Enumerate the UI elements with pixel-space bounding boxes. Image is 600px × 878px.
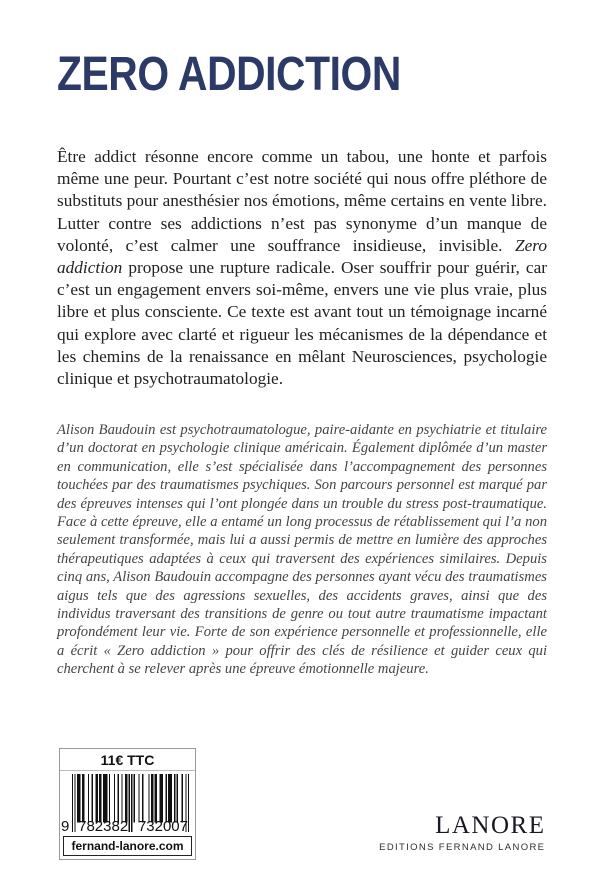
book-title-mention: Zero addiction bbox=[57, 235, 547, 278]
synopsis-paragraph bbox=[57, 146, 547, 390]
ean-right-group: 732007 bbox=[137, 818, 188, 835]
synopsis-text-end: propose une rupture radicale. Oser souffrir pour guérir, car c’est un engagement envers soi-même, envers une vie plus vraie, plus libre et plus consciente. Ce texte est avant tout un témoignage incarné qui explore avec clarté et rigueur les mécanismes de la dépendance et les chemins de la renaissance en mêlant Neurosciences, psychologie clinique et psychotraumatologie. bbox=[57, 258, 547, 389]
ean-left-group: 782382 bbox=[78, 818, 129, 835]
ean-number bbox=[61, 818, 189, 835]
book-title: ZERO ADDICTION bbox=[57, 48, 401, 101]
ean-prefix-digit: 9 bbox=[61, 818, 70, 835]
publisher-logo: LANORE bbox=[435, 812, 546, 839]
barcode bbox=[60, 771, 195, 834]
author-bio-paragraph: Alison Baudouin est psychotraumatologue, paire-aidante en psychiatrie et titulaire d’un doctorat en psychologie clinique américain. Également diplômée d’un master en communication, elle s’est spécialisée dans l’accompagnement des personnes touchées par des traumatismes psychiques. Son parcours personnel est marqué par des épreuves intenses qui l’ont plongée dans un trouble du stress post-traumatique. Face à cette épreuve, elle a entamé un long processus de rétablissement qui l’a non seulement transformée, mais lui a aussi permis de mettre en lumière des approches thérapeutiques adaptées à ceux qui traversent des expériences similaires. Depuis cinq ans, Alison Baudouin accompagne des personnes ayant vécu des traumatismes aigus tels que des agressions sexuelles, des accidents graves, ainsi que des individus traversant des transitions de genre ou tout autre traumatisme impactant profondément leur vie. Forte de son expérience personnelle et professionnelle, elle a écrit « Zero addiction » pour offrir des clés de résilience et guider ceux qui cherchent à se relever après une épreuve émotionnelle majeure. bbox=[57, 422, 547, 678]
synopsis-text-start: Être addict résonne encore comme un tabou, une honte et parfois même une peur. Pourtant c’est notre société qui nous offre pléthore de substituts pour anesthésier nos émotions, même certains en vente libre. Lutter contre ses addictions n’est pas synonyme d’un manque de volonté, c’est calmer une souffrance insidieuse, invisible. bbox=[57, 147, 548, 255]
barcode-block bbox=[59, 748, 196, 860]
publisher-block bbox=[379, 813, 544, 853]
publisher-tagline: EDITIONS FERNAND LANORE bbox=[379, 842, 546, 853]
price-label: 11€ TTC bbox=[60, 749, 195, 771]
publisher-website: fernand-lanore.com bbox=[63, 836, 192, 856]
